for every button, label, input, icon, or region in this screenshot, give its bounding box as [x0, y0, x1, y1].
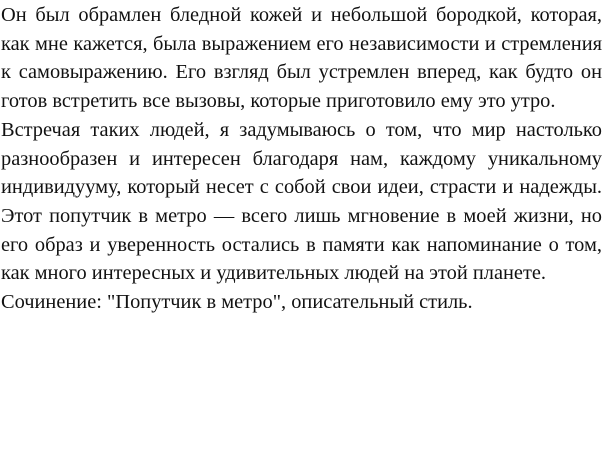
- paragraph-description: Он был обрамлен бледной кожей и небольшой бородкой, которая, как мне кажется, была выражением его независимости и стремления к самовыражению. Его взгляд был устремлен вперед, как будто он готов встретить все вызовы, которые приготовило ему это утро.: [1, 4, 602, 113]
- paragraph-caption: Сочинение: "Попутчик в метро", описательный стиль.: [1, 291, 473, 314]
- paragraph-reflection: Встречая таких людей, я задумываюсь о том, что мир настолько разнообразен и интересен благодаря нам, каждому уникальному индивидууму, который несет с собой свои идеи, страсти и надежды. Этот попутчик в метро — всего лишь мгновение в моей жизни, но его образ и уверенность остались в памяти как напоминание о том, как много интересных и удивительных людей на этой планете.: [1, 118, 602, 285]
